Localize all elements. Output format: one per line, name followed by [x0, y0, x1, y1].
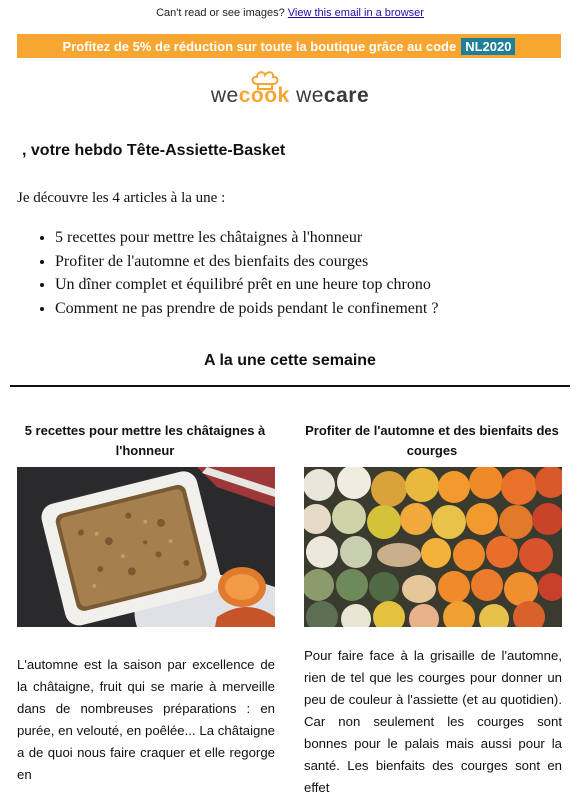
article-link[interactable]: Comment ne pas prendre de poids pendant le confinement ? [55, 299, 439, 317]
logo-cook: cook [238, 84, 290, 107]
view-in-browser-link[interactable]: View this email in a browser [287, 7, 424, 19]
logo-wordmark [0, 84, 580, 108]
list-item[interactable] [55, 250, 438, 274]
list-item[interactable] [55, 297, 438, 321]
list-item[interactable] [55, 226, 438, 250]
preheader-text: Can't read or see images? [156, 7, 285, 19]
brand-logo[interactable] [0, 66, 580, 110]
article-link[interactable]: 5 recettes pour mettre les châtaignes à l'honneur [55, 229, 363, 246]
article-excerpt-squash: Pour faire face à la grisaille de l'automne, rien de tel que les courges pour donner un peu de couleur à l'assiette (et au quotidien). Car non seulement les courges sont bonnes pour le palais mais aussi pour la santé. Les bienfaits des courges sont en effet [304, 648, 562, 795]
page-title: , votre hebdo Tête-Assiette-Basket [22, 142, 286, 159]
logo-we-2: we [296, 84, 324, 107]
logo-care: care [323, 84, 370, 107]
article-list [34, 226, 438, 320]
logo-we-1: we [210, 84, 239, 107]
squash-variety-image[interactable] [304, 467, 562, 627]
promo-banner[interactable] [17, 34, 561, 58]
article-link[interactable]: Profiter de l'automne et des bienfaits des courges [55, 252, 369, 270]
list-item[interactable] [55, 273, 438, 297]
divider [10, 385, 570, 387]
promo-code-badge: NL2020 [461, 38, 515, 55]
article-title-chestnuts[interactable]: 5 recettes pour mettre les châtaignes à l'honneur [24, 423, 266, 458]
article-title-squash[interactable]: Profiter de l'automne et des bienfaits des courges [305, 423, 559, 458]
preheader [0, 0, 580, 26]
article-excerpt-chestnuts: L'automne est la saison par excellence de la châtaigne, fruit qui se marie à merveille dans de nombreuses préparations : en purée, en velouté, en poêlée... La châtaigne a de quoi nous faire craquer et elle regorge en [17, 657, 275, 782]
intro-text: Je découvre les 4 articles à la une : [17, 190, 226, 206]
promo-text: Profitez de 5% de réduction sur toute la boutique grâce au code [62, 38, 457, 54]
crumble-dish-image[interactable] [17, 467, 275, 627]
section-title: A la une cette semaine [204, 352, 376, 369]
article-link[interactable]: Un dîner complet et équilibré prêt en une heure top chrono [55, 276, 431, 293]
